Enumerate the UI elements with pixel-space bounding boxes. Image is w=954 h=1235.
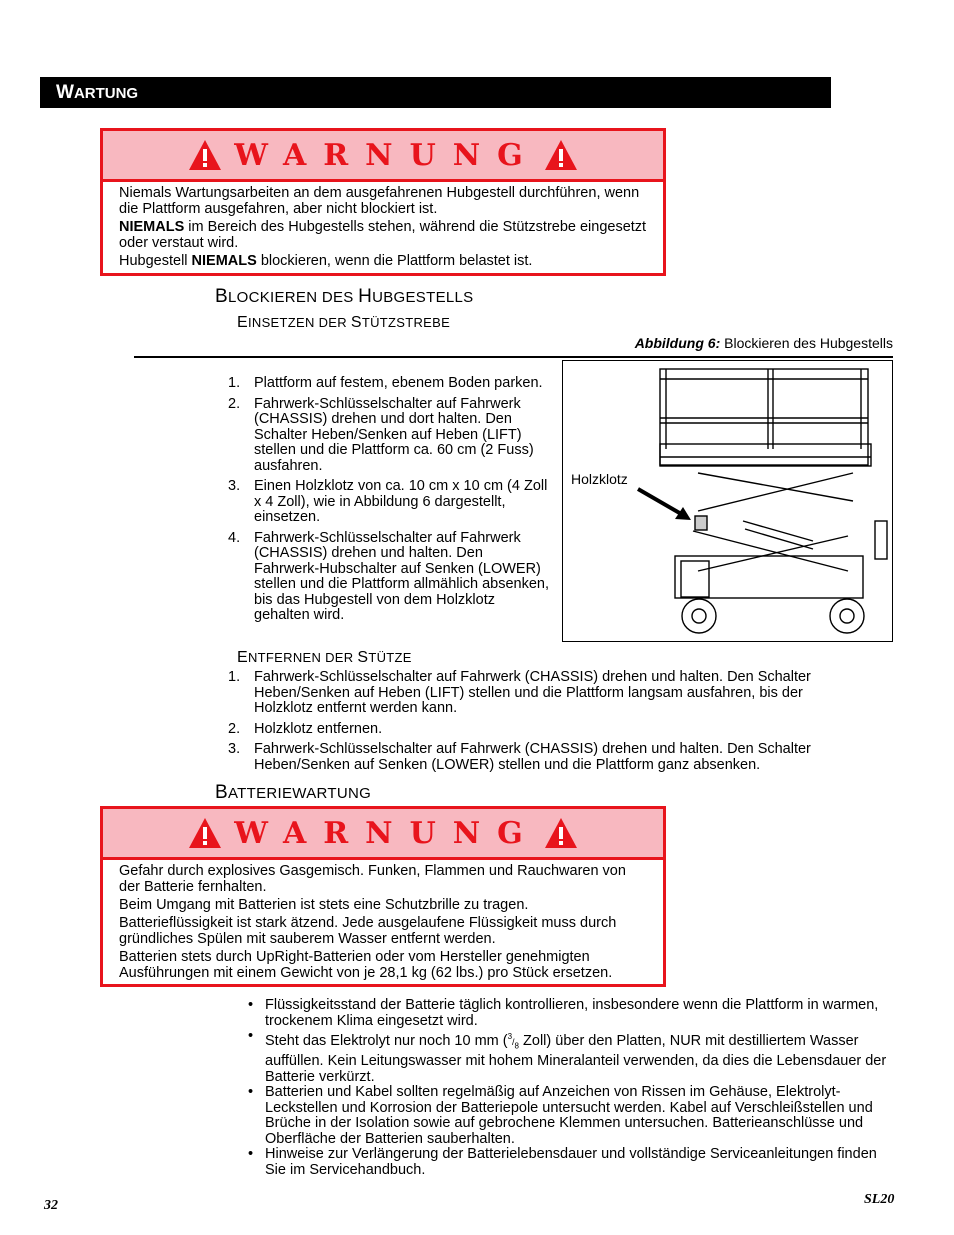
figure-caption (635, 335, 893, 351)
figure-callout-label: Holzklotz (571, 471, 628, 487)
warning-body (103, 860, 663, 987)
figure-label: Abbildung 6: (634, 335, 721, 351)
list-item (228, 376, 550, 392)
list-item: • Steht das Elektrolyt nur noch 10 mm ($^3/_8$ Zoll) über den Platten, NUR mit destilliertem Wasser auffüllen. Kein Leitungswasser mit hohem Mineralanteil verwenden, da dies die Lebensdauer der Batterie verkürzt. (248, 1028, 887, 1085)
page-number: 32 (44, 1198, 58, 1213)
list-item (248, 1085, 893, 1147)
heading-cap: S (357, 649, 369, 666)
section-header (40, 77, 831, 108)
step-number: 4. (228, 529, 241, 546)
heading-cap: E (237, 314, 248, 331)
warning-text: Batterien stets durch UpRight-Batterien oder vom Hersteller genehmigten Ausführungen mit einem Gewicht von je 28,1 kg (62 lbs.) pro Stück ersetzen. (119, 949, 613, 981)
list-item-text: Steht das Elektrolyt nur noch 10 mm ( (265, 1032, 508, 1049)
list-item-text: Flüssigkeitsstand der Batterie täglich kontrollieren, insbesondere wenn die Plattform in warmen, trockenem Klima eingesetzt wird. (265, 997, 879, 1029)
warning-text (119, 219, 649, 251)
heading-rest: ATTERIEWARTUNG (227, 785, 372, 802)
list-item (228, 722, 858, 738)
warning-header (103, 131, 663, 182)
step-number: 3. (228, 741, 241, 757)
warning-triangle-icon (544, 817, 578, 849)
bold-text: NIEMALS (191, 253, 257, 269)
list-item-text: Batterien und Kabel sollten regelmäßig auf Anzeichen von Rissen im Gehäuse, Elektrolyt-Leckstellen und Korrosion der Batteriepole untersucht werden. Kabel auf Verschleißstellen und Brüche in der Isolation sowie auf gebrochene Klemmen untersuchen. Batterieanschlüsse und Oberfläche der Batterien sauberhalten. (265, 1084, 873, 1147)
step-number: 2. (228, 720, 241, 737)
heading-rest: LOCKIEREN DES (227, 289, 359, 306)
list-item (248, 1147, 893, 1178)
list-item-text: Zoll) über den Platten, NUR mit destilliertem Wasser auffüllen. Kein Leitungswasser mit hohem Mineralanteil verwenden, da dies die Lebensdauer der Batterie verkürzt. (265, 1032, 887, 1085)
heading-cap: E (237, 649, 248, 666)
heading-rest: UBGESTELLS (372, 289, 474, 306)
warning-text: Beim Umgang mit Batterien ist stets eine Schutzbrille zu tragen. (119, 897, 529, 913)
heading-cap: S (350, 314, 362, 331)
warning-triangle-icon (544, 139, 578, 171)
step-number: 3. (228, 478, 241, 494)
heading-cap: B (215, 286, 228, 307)
heading-cap: B (215, 782, 228, 803)
bold-text: NIEMALS (119, 219, 185, 235)
fraction-denominator: 8 (514, 1041, 519, 1051)
list-item (248, 998, 893, 1029)
figure-caption-text: Blockieren des Hubgestells (720, 335, 893, 351)
step-number: 1. (228, 669, 241, 685)
warning-triangle-icon (188, 817, 222, 849)
warning-title: WARNUNG (234, 815, 540, 851)
warning-text: Niemals Wartungsarbeiten an dem ausgefahrenen Hubgestell durchführen, wenn die Plattform ausgefahren, aber nicht blockiert ist. (119, 185, 640, 217)
steps-entfernen (228, 670, 858, 778)
warning-text: Batterieflüssigkeit ist stark ätzend. Jede ausgelaufene Flüssigkeit muss durch gründliches Spülen mit sauberem Wasser entfernt werden. (119, 915, 617, 947)
section-title-rest: ARTUNG (73, 85, 139, 102)
bullet: • (248, 1028, 254, 1044)
warning-box-battery (100, 806, 666, 987)
step-text: Fahrwerk-Schlüsselschalter auf Fahrwerk (CHASSIS) drehen und dort halten. Den Schalter Heben/Senken auf Heben (LIFT) stellen und die Plattform ca. 60 cm (2 Fuss) ausfahren. (254, 395, 534, 474)
step-text: Holzklotz entfernen. (254, 720, 383, 737)
heading-rest: INSETZEN DER (247, 315, 351, 330)
heading-batteriewartung (215, 782, 371, 804)
bullet: • (248, 1084, 254, 1101)
section-title-cap: W (56, 82, 74, 103)
warning-text: Gefahr durch explosives Gasgemisch. Funken, Flammen und Rauchwaren von der Batterie fernhalten. (119, 863, 626, 895)
battery-bullets (248, 998, 893, 1178)
heading-rest: NTFERNEN DER (247, 650, 358, 665)
list-item (228, 531, 550, 624)
warning-text-rest: im Bereich des Hubgestells stehen, während die Stützstrebe eingesetzt oder verstaut wird. (119, 219, 647, 251)
step-text: Plattform auf festem, ebenem Boden parken. (254, 375, 543, 391)
model-name: SL20 (864, 1192, 895, 1207)
warning-triangle-icon (188, 139, 222, 171)
warning-text (119, 253, 649, 269)
warning-body (103, 182, 663, 275)
step-number: 2. (228, 395, 241, 412)
heading-rest: TÜTZE (368, 650, 412, 665)
warning-text-rest: blockieren, wenn die Plattform belastet ist. (256, 253, 533, 269)
step-text: Fahrwerk-Schlüsselschalter auf Fahrwerk (CHASSIS) drehen und halten. Den Schalter Heben/Senken auf Heben (LIFT) stellen und die Plattform langsam ausfahren, bis der Holzklotz entfernt werden kann. (254, 669, 811, 716)
step-text: Fahrwerk-Schlüsselschalter auf Fahrwerk (CHASSIS) drehen und halten. Den Fahrwerk-Hubschalter auf Senken (LOWER) stellen und die Plattform allmählich absenken, bis das Hubgestell von dem Holzklotz gehalten wird. (254, 529, 549, 623)
step-text: Fahrwerk-Schlüsselschalter auf Fahrwerk (CHASSIS) drehen und halten. Den Schalter Heben/Senken auf Senken (LOWER) stellen und die Plattform ganz absenken. (254, 741, 811, 773)
step-text: Einen Holzklotz von ca. 10 cm x 10 cm (4 Zoll x 4 Zoll), wie in Abbildung 6 dargestellt, einsetzen. (254, 478, 548, 525)
heading-cap: H (358, 286, 373, 307)
list-item-text: Hinweise zur Verlängerung der Batterielebensdauer und vollständige Serviceanleitungen finden Sie im Servicehandbuch. (265, 1146, 877, 1178)
list-item (228, 670, 858, 717)
fraction-numerator: 3 (507, 1032, 513, 1041)
bullet: • (248, 997, 254, 1013)
scissor-lift-illustration (563, 361, 891, 640)
warning-header (103, 809, 663, 860)
figure-scissor-lift (562, 360, 893, 642)
heading-rest: TÜTZSTREBE (361, 315, 451, 330)
divider-line (134, 356, 893, 358)
subheading-einsetzen (237, 314, 450, 332)
warning-box-platform (100, 128, 666, 276)
steps-einsetzen (228, 376, 550, 629)
list-item (228, 479, 550, 526)
step-number: 1. (228, 375, 241, 391)
subheading-entfernen (237, 649, 412, 667)
warning-text-pre: Hubgestell (119, 253, 192, 269)
bullet: • (248, 1146, 254, 1163)
heading-blockieren (215, 286, 473, 308)
list-item (228, 397, 550, 475)
warning-title: WARNUNG (234, 137, 540, 173)
list-item (228, 742, 858, 773)
